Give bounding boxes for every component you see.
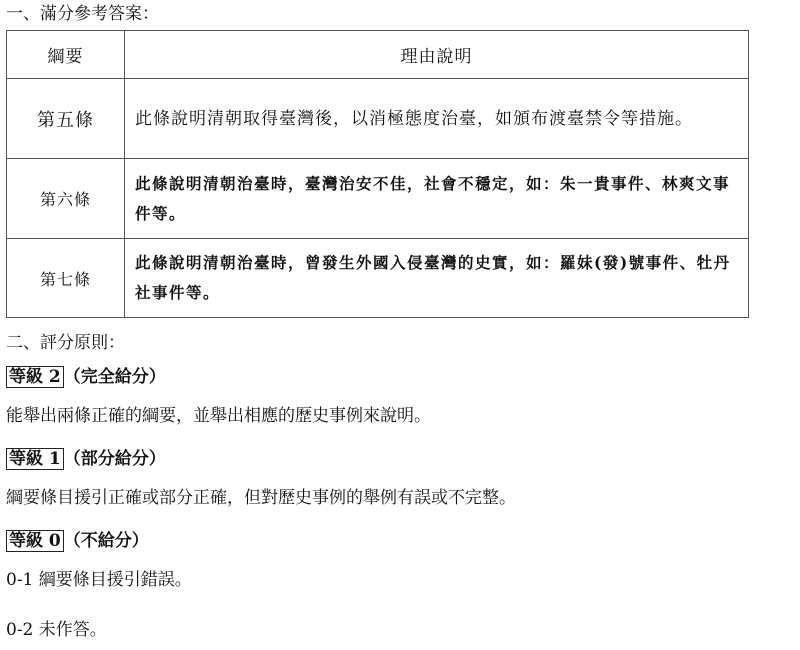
header-outline: 綱要 — [7, 31, 125, 79]
reason-cell: 此條說明清朝取得臺灣後，以消極態度治臺，如頒布渡臺禁令等措施。 — [125, 79, 749, 159]
section-2-title: 二、評分原則： — [6, 333, 125, 353]
level-0-label: 等級 0 — [6, 530, 64, 552]
reason-cell: 此條說明清朝治臺時，臺灣治安不佳，社會不穩定，如：朱一貴事件、林爽文事件等。 — [125, 159, 749, 239]
level-1-note: （部分給分） — [63, 449, 166, 469]
level-1-description: 綱要條目援引正確或部分正確，但對歷史事例的舉例有誤或不完整。 — [6, 488, 516, 508]
header-reason: 理由說明 — [125, 31, 749, 79]
reason-cell: 此條說明清朝治臺時，曾發生外國入侵臺灣的史實，如：羅妹(發)號事件、牡丹社事件等。 — [125, 239, 749, 318]
level-0-note: （不給分） — [63, 531, 149, 551]
table-header-row — [7, 31, 749, 79]
level-1-heading — [6, 448, 166, 470]
section-1-title: 一、滿分參考答案： — [6, 4, 159, 24]
level-0-description-1: 0-1 綱要條目援引錯誤。 — [6, 570, 192, 590]
article-cell: 第七條 — [7, 239, 125, 318]
level-0-heading — [6, 530, 149, 552]
table-row — [7, 239, 749, 318]
level-1-label: 等級 1 — [6, 448, 64, 470]
table-row — [7, 159, 749, 239]
level-2-description: 能舉出兩條正確的綱要，並舉出相應的歷史事例來說明。 — [6, 406, 431, 426]
level-2-label: 等級 2 — [6, 366, 64, 388]
table-row — [7, 79, 749, 159]
level-0-description-2: 0-2 未作答。 — [6, 620, 107, 640]
article-cell: 第六條 — [7, 159, 125, 239]
level-2-note: （完全給分） — [63, 367, 166, 387]
level-2-heading — [6, 366, 166, 388]
answer-table — [6, 30, 749, 318]
article-cell: 第五條 — [7, 79, 125, 159]
